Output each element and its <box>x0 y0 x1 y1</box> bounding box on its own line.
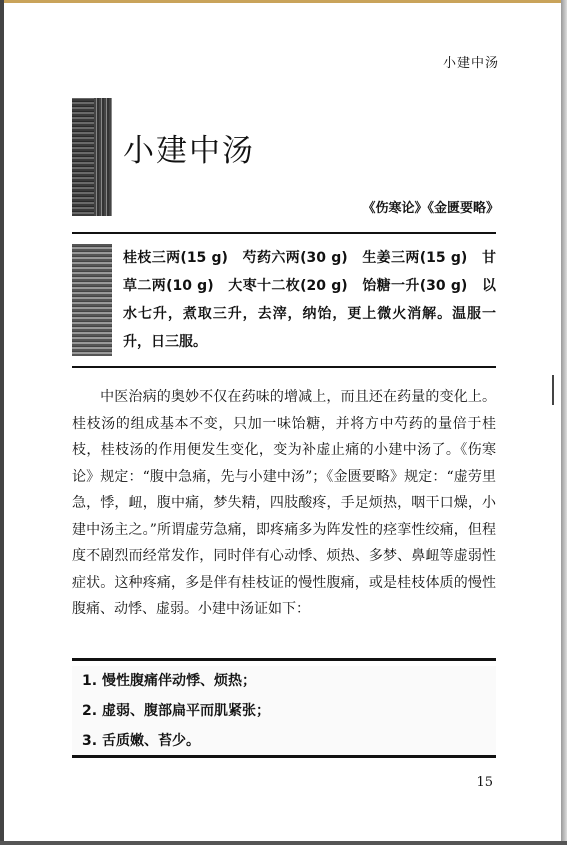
title-decoration-2 <box>94 98 112 216</box>
symptom-list <box>72 666 496 756</box>
list-item: 2. 虚弱、腹部扁平而肌紧张； <box>82 703 270 719</box>
body-text: 中医治病的奥妙不仅在药味的增减上，而且还在药量的变化上。桂枝汤的组成基本不变，只加一味饴糖，并将方中芍药的量倍于桂枝，桂枝汤的作用便发生变化，变为补虚止痛的小建中汤了。《伤寒论》规定：“腹中急痛，先与小建中汤”；《金匮要略》规定：“虚劳里急，悸，衄，腹中痛，梦失精，四肢酸疼，手足烦热，咽干口燥，小建中汤主之。”所谓虚劳急痛，即疼痛多为阵发性的痉挛性绞痛，但程度不剧烈而经常发作，同时伴有心动悸、烦热、多梦、鼻衄等虚弱性症状。这种疼痛，多是伴有桂枝证的慢性腹痛，或是桂枝体质的慢性腹痛、动悸、虚弱。小建中汤证如下： <box>72 389 496 617</box>
recipe-top-rule <box>72 232 496 234</box>
right-frame <box>561 0 567 845</box>
source-citation: 《伤寒论》《金匮要略》 <box>362 201 499 216</box>
body-paragraph <box>72 384 496 623</box>
bottom-frame <box>0 841 567 845</box>
title-decoration <box>72 98 94 216</box>
list-bottom-rule <box>72 755 496 758</box>
recipe-bottom-rule <box>72 366 496 368</box>
list-item: 1. 慢性腹痛伴动悸、烦热； <box>82 673 256 689</box>
list-item: 3. 舌质嫩、苔少。 <box>82 733 200 749</box>
recipe-text: 桂枝三两(15 g) 芍药六两(30 g) 生姜三两(15 g) 甘草二两(10 g) 大枣十二枚(20 g) 饴糖一升(30 g) 以水七升，煮取三升，去滓，纳饴，更上微火消解。温服一升，日三服。 <box>123 250 496 350</box>
left-frame <box>0 0 4 845</box>
margin-mark <box>552 375 554 405</box>
page-title: 小建中汤 <box>123 132 255 169</box>
list-top-rule <box>72 658 496 661</box>
top-border <box>0 0 567 3</box>
page-number: 15 <box>476 775 493 790</box>
recipe-decoration <box>72 244 112 356</box>
running-head: 小建中汤 <box>442 56 499 71</box>
